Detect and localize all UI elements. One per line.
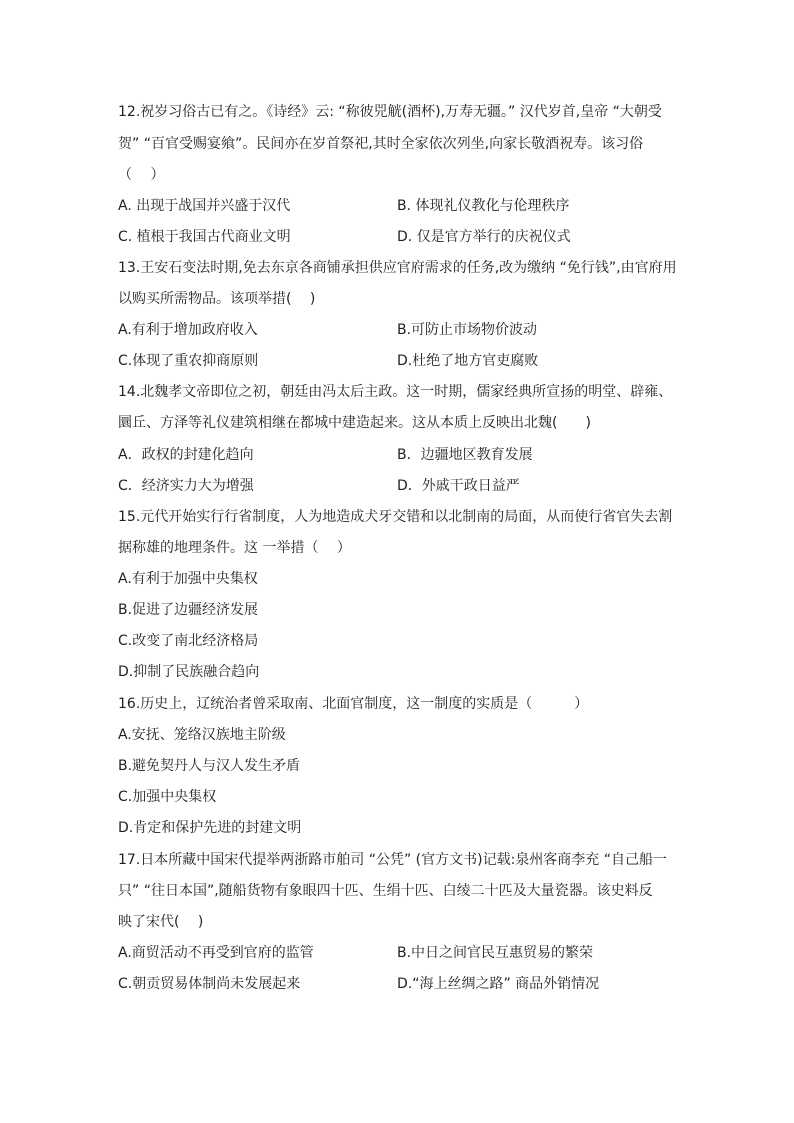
question-12-stem-line-2: 贺” “百官受赐宴飨”。民间亦在岁首祭祀,其时全家依次列坐,向家长敬酒祝寿。该习俗 <box>118 136 644 152</box>
question-14-stem-line-1: 14.北魏孝文帝即位之初，朝廷由冯太后主政。这一时期，儒家经典所宣扬的明堂、辟雍、 <box>118 384 673 400</box>
question-13-option-a[interactable]: A.有利于增加政府收入 <box>118 322 258 338</box>
question-16-option-b[interactable]: B.避免契丹人与汉人发生矛盾 <box>118 758 301 774</box>
question-17-option-a[interactable]: A.商贸活动不再受到官府的监管 <box>118 945 314 961</box>
question-15-option-b[interactable]: B.促进了边疆经济发展 <box>118 602 259 618</box>
question-12-option-b[interactable]: B. 体现礼仪教化与伦理秩序 <box>397 198 570 214</box>
question-16-option-d[interactable]: D.肯定和保护先进的封建文明 <box>118 820 302 836</box>
question-12-option-d[interactable]: D. 仅是官方举行的庆祝仪式 <box>397 229 571 245</box>
question-14-option-c[interactable]: C．经济实力大为增强 <box>118 478 254 494</box>
question-17-stem-line-2: 只” “往日本国”,随船货物有象眼四十匹、生绢十匹、白绫二十匹及大量瓷器。该史料反 <box>118 883 653 899</box>
question-16-option-a[interactable]: A.安抚、笼络汉族地主阶级 <box>118 727 286 743</box>
question-17-stem-line-1: 17.日本所藏中国宋代提举两浙路市舶司 “公凭” (官方文书)记载:泉州客商李充 “自己船一 <box>118 852 668 868</box>
question-17-option-d[interactable]: D.“海上丝绸之路” 商品外销情况 <box>397 976 600 992</box>
question-15-option-a[interactable]: A.有利于加强中央集权 <box>118 571 258 587</box>
question-14-option-d[interactable]: D．外戚干政日益严 <box>397 478 520 494</box>
question-13-stem-line-2: 以购买所需物品。该项举措( ) <box>118 291 316 307</box>
question-14-stem-line-2: 圜丘、方泽等礼仪建筑相继在都城中建造起来。这从本质上反映出北魏( ) <box>118 415 591 431</box>
question-17-option-b[interactable]: B.中日之间官民互惠贸易的繁荣 <box>397 945 594 961</box>
question-13-option-b[interactable]: B.可防止市场物价波动 <box>397 322 538 338</box>
question-12-stem-line-1: 12.祝岁习俗古已有之。《诗经》云: “称彼兕觥(酒杯),万寿无疆。” 汉代岁首,皇帝 “大朝受 <box>118 104 662 120</box>
question-15-option-d[interactable]: D.抑制了民族融合趋向 <box>118 664 260 680</box>
question-16-option-c[interactable]: C.加强中央集权 <box>118 789 217 805</box>
question-13-stem-line-1: 13.王安石变法时期,免去东京各商铺承担供应官府需求的任务,改为缴纳 “免行钱”,由官府用 <box>118 260 677 276</box>
question-14-option-b[interactable]: B．边疆地区教育发展 <box>397 447 533 463</box>
question-13-option-d[interactable]: D.杜绝了地方官吏腐败 <box>397 353 539 369</box>
question-17-option-c[interactable]: C.朝贡贸易体制尚未发展起来 <box>118 976 301 992</box>
question-17-stem-line-3: 映了宋代( ) <box>118 914 204 930</box>
question-14-option-a[interactable]: A．政权的封建化趋向 <box>118 447 254 463</box>
question-13-option-c[interactable]: C.体现了重农抑商原则 <box>118 353 259 369</box>
question-12-option-a[interactable]: A. 出现于战国并兴盛于汉代 <box>118 198 291 214</box>
question-15-stem-line-2: 据称雄的地理条件。这 一举措（ ） <box>118 540 351 556</box>
question-12-stem-line-3: （ ） <box>118 167 165 183</box>
question-16-stem-line-1: 16.历史上，辽统治者曾采取南、北面官制度，这一制度的实质是（ ） <box>118 696 589 712</box>
question-15-stem-line-1: 15.元代开始实行行省制度，人为地造成犬牙交错和以北制南的局面，从而使行省官失去割 <box>118 509 673 525</box>
question-15-option-c[interactable]: C.改变了南北经济格局 <box>118 633 259 649</box>
question-12-option-c[interactable]: C. 植根于我国古代商业文明 <box>118 229 291 245</box>
